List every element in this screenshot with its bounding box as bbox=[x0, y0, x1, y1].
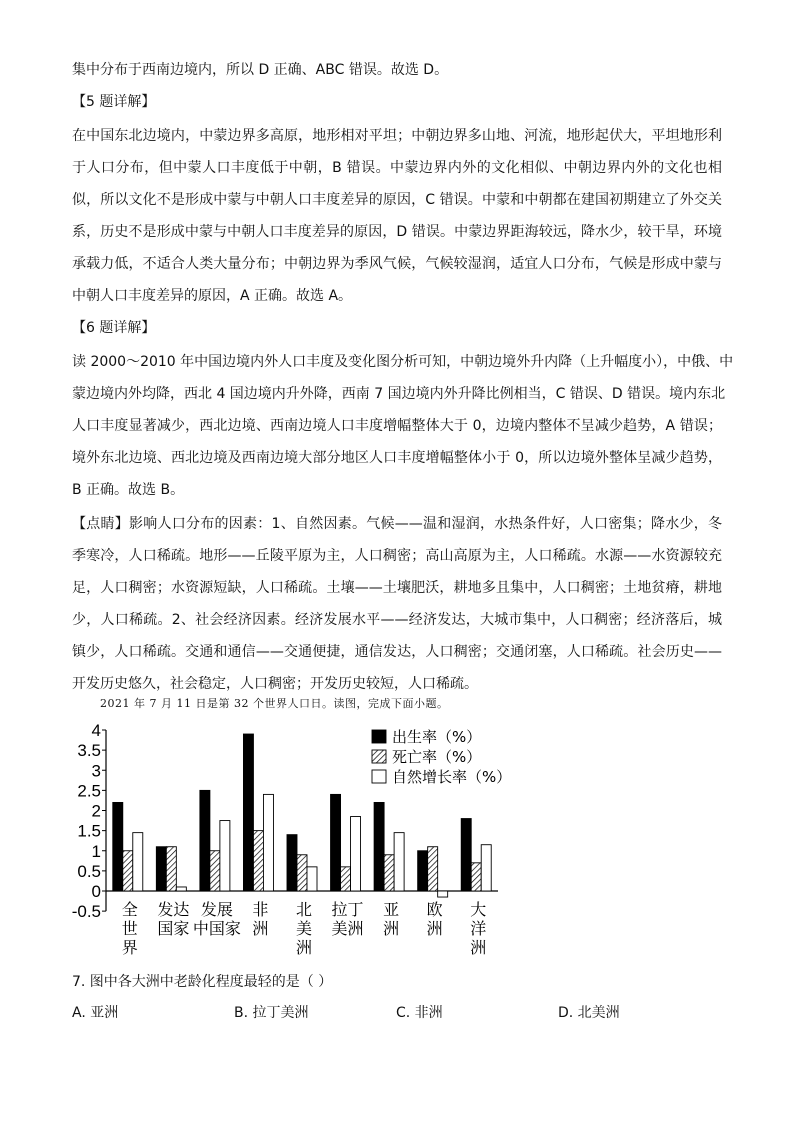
legend-label: 出生率（%） bbox=[392, 728, 482, 746]
text-line: 读 2000～2010 年中国边境内外人口丰度及变化图分析可知，中朝边境外升内降（上升幅度小），中俄、中 bbox=[72, 354, 734, 370]
bar-hatch bbox=[471, 863, 481, 891]
text-line: 在中国东北边境内，中蒙边界多高原，地形相对平坦；中朝边界多山地、河流，地形起伏大，平坦地形利 bbox=[72, 128, 722, 144]
text-line: 开发历史悠久，社会稳定，人口稠密；开发历史较短，人口稀疏。 bbox=[72, 676, 478, 692]
bar-solid bbox=[287, 835, 297, 891]
text-line: 人口丰度显著减少，西北边境、西南边境人口丰度增幅整体大于 0，边境内整体不呈减少趋势，A 错误； bbox=[72, 418, 722, 434]
chart-intro: 2021 年 7 月 11 日是第 32 个世界人口日。读图，完成下面小题。 bbox=[100, 697, 449, 710]
legend-swatch bbox=[372, 770, 386, 783]
y-tick-label: 3 bbox=[91, 761, 101, 781]
category-label: 国家 bbox=[157, 919, 190, 938]
bar-solid bbox=[243, 734, 253, 891]
section-heading-5: 【5 题详解】 bbox=[72, 94, 156, 110]
text-line: 【点睛】影响人口分布的因素：1、自然因素。气候——温和湿润，水热条件好，人口密集；降水少，冬 bbox=[72, 516, 722, 532]
bar-hatch bbox=[123, 851, 133, 891]
category-label: 界 bbox=[121, 938, 138, 957]
bar-solid bbox=[374, 802, 384, 891]
text-line: 境外东北边境、西北边境及西南边境大部分地区人口丰度增幅整体小于 0，所以边境外整体呈减少趋势， bbox=[72, 450, 722, 466]
y-tick-label: 3.5 bbox=[77, 741, 101, 761]
y-tick-label: 0 bbox=[91, 882, 101, 901]
option-d[interactable]: D. 北美洲 bbox=[558, 1005, 620, 1021]
legend-label: 死亡率（%） bbox=[392, 748, 482, 766]
category-label: 欧 bbox=[426, 900, 443, 919]
bar-white bbox=[481, 845, 491, 891]
bar-white bbox=[133, 833, 143, 891]
bar-solid bbox=[331, 794, 341, 891]
category-label: 洲 bbox=[383, 919, 400, 938]
text-line: 蒙边境内外均降，西北 4 国边境内升外降，西南 7 国边境内外升降比例相当，C 错误、D 错误。境内东北 bbox=[72, 386, 726, 402]
y-tick-label: 4 bbox=[91, 721, 101, 740]
category-label: 洲 bbox=[295, 938, 313, 957]
text-line: 系，历史不是形成中蒙与中朝人口丰度差异的原因，D 错误。中蒙边界距海较远，降水少，较干旱，环境 bbox=[72, 224, 722, 240]
legend-swatch bbox=[372, 750, 386, 763]
bar-hatch bbox=[341, 867, 351, 891]
bar-white bbox=[351, 817, 361, 891]
y-tick-label: -0.5 bbox=[72, 902, 101, 922]
bar-solid bbox=[200, 790, 210, 891]
text-line: 少，人口稀疏。2、社会经济因素。经济发展水平——经济发达，大城市集中，人口稠密；经济落后，城 bbox=[72, 612, 722, 628]
text-line: 似，所以文化不是形成中蒙与中朝人口丰度差异的原因，C 错误。中蒙和中朝都在建国初期建立了外交关 bbox=[72, 192, 722, 208]
text-line: B 正确。故选 B。 bbox=[72, 482, 185, 498]
bar-hatch bbox=[166, 847, 176, 891]
y-tick-label: 2 bbox=[91, 801, 101, 821]
y-tick-label: 1 bbox=[91, 841, 101, 861]
text-line: 集中分布于西南边境内，所以 D 正确、ABC 错误。故选 D。 bbox=[72, 62, 449, 78]
text-line: 镇少，人口稀疏。交通和通信——交通便捷，通信发达，人口稠密；交通闭塞，人口稀疏。社会历史—— bbox=[72, 644, 722, 660]
category-label: 拉丁 bbox=[331, 900, 364, 919]
bar-solid bbox=[461, 819, 471, 891]
bar-white bbox=[307, 867, 317, 891]
question-7: 7. 图中各大洲中老龄化程度最轻的是（ ） bbox=[72, 974, 333, 990]
text-line: 中朝人口丰度差异的原因，A 正确。故选 A。 bbox=[72, 288, 353, 304]
category-label: 世 bbox=[121, 919, 138, 938]
category-label: 美 bbox=[295, 919, 313, 938]
text-line: 于人口分布，但中蒙人口丰度低于中朝，B 错误。中蒙边界内外的文化相似、中朝边界内外的文化也相 bbox=[72, 160, 722, 176]
bar-hatch bbox=[384, 855, 394, 891]
option-b[interactable]: B. 拉丁美洲 bbox=[234, 1005, 309, 1021]
bar-solid bbox=[113, 802, 123, 891]
category-label: 大 bbox=[470, 900, 487, 919]
bar-hatch bbox=[253, 831, 263, 891]
option-a[interactable]: A. 亚洲 bbox=[72, 1005, 119, 1021]
category-label: 非 bbox=[252, 900, 269, 919]
option-c[interactable]: C. 非洲 bbox=[396, 1005, 443, 1021]
category-label: 北 bbox=[295, 900, 313, 919]
section-heading-6: 【6 题详解】 bbox=[72, 320, 156, 336]
population-rate-chart bbox=[72, 716, 532, 964]
bar-solid bbox=[418, 851, 428, 891]
category-label: 发展 bbox=[200, 900, 233, 919]
text-line: 承载力低，不适合人类大量分布；中朝边界为季风气候，气候较湿润，适宜人口分布，气候是形成中蒙与 bbox=[72, 256, 722, 272]
category-label: 发达 bbox=[157, 900, 190, 919]
bar-solid bbox=[156, 847, 166, 891]
bar-white bbox=[394, 833, 404, 891]
y-tick-label: 0.5 bbox=[77, 861, 101, 881]
category-label: 中国家 bbox=[192, 919, 241, 938]
bar-hatch bbox=[297, 855, 307, 891]
bar-white bbox=[438, 891, 448, 897]
legend-label: 自然增长率（%） bbox=[392, 768, 512, 786]
bar-white bbox=[176, 887, 186, 891]
legend-swatch bbox=[372, 730, 386, 743]
bar-hatch bbox=[428, 847, 438, 891]
text-line: 季寒冷，人口稀疏。地形——丘陵平原为主，人口稠密；高山高原为主，人口稀疏。水源——水资源较充 bbox=[72, 548, 722, 564]
y-tick-label: 1.5 bbox=[77, 821, 101, 841]
category-label: 美洲 bbox=[331, 919, 364, 938]
category-label: 亚 bbox=[383, 900, 400, 919]
text-line: 足，人口稠密；水资源短缺，人口稀疏。土壤——土壤肥沃，耕地多且集中，人口稠密；土地贫瘠，耕地 bbox=[72, 580, 722, 596]
bar-hatch bbox=[210, 851, 220, 891]
category-label: 全 bbox=[121, 900, 138, 919]
category-label: 洲 bbox=[470, 938, 487, 957]
bar-white bbox=[220, 821, 230, 891]
category-label: 洲 bbox=[426, 919, 443, 938]
bar-white bbox=[263, 794, 273, 891]
y-tick-label: 2.5 bbox=[77, 781, 101, 801]
category-label: 洋 bbox=[470, 919, 487, 938]
category-label: 洲 bbox=[252, 919, 269, 938]
